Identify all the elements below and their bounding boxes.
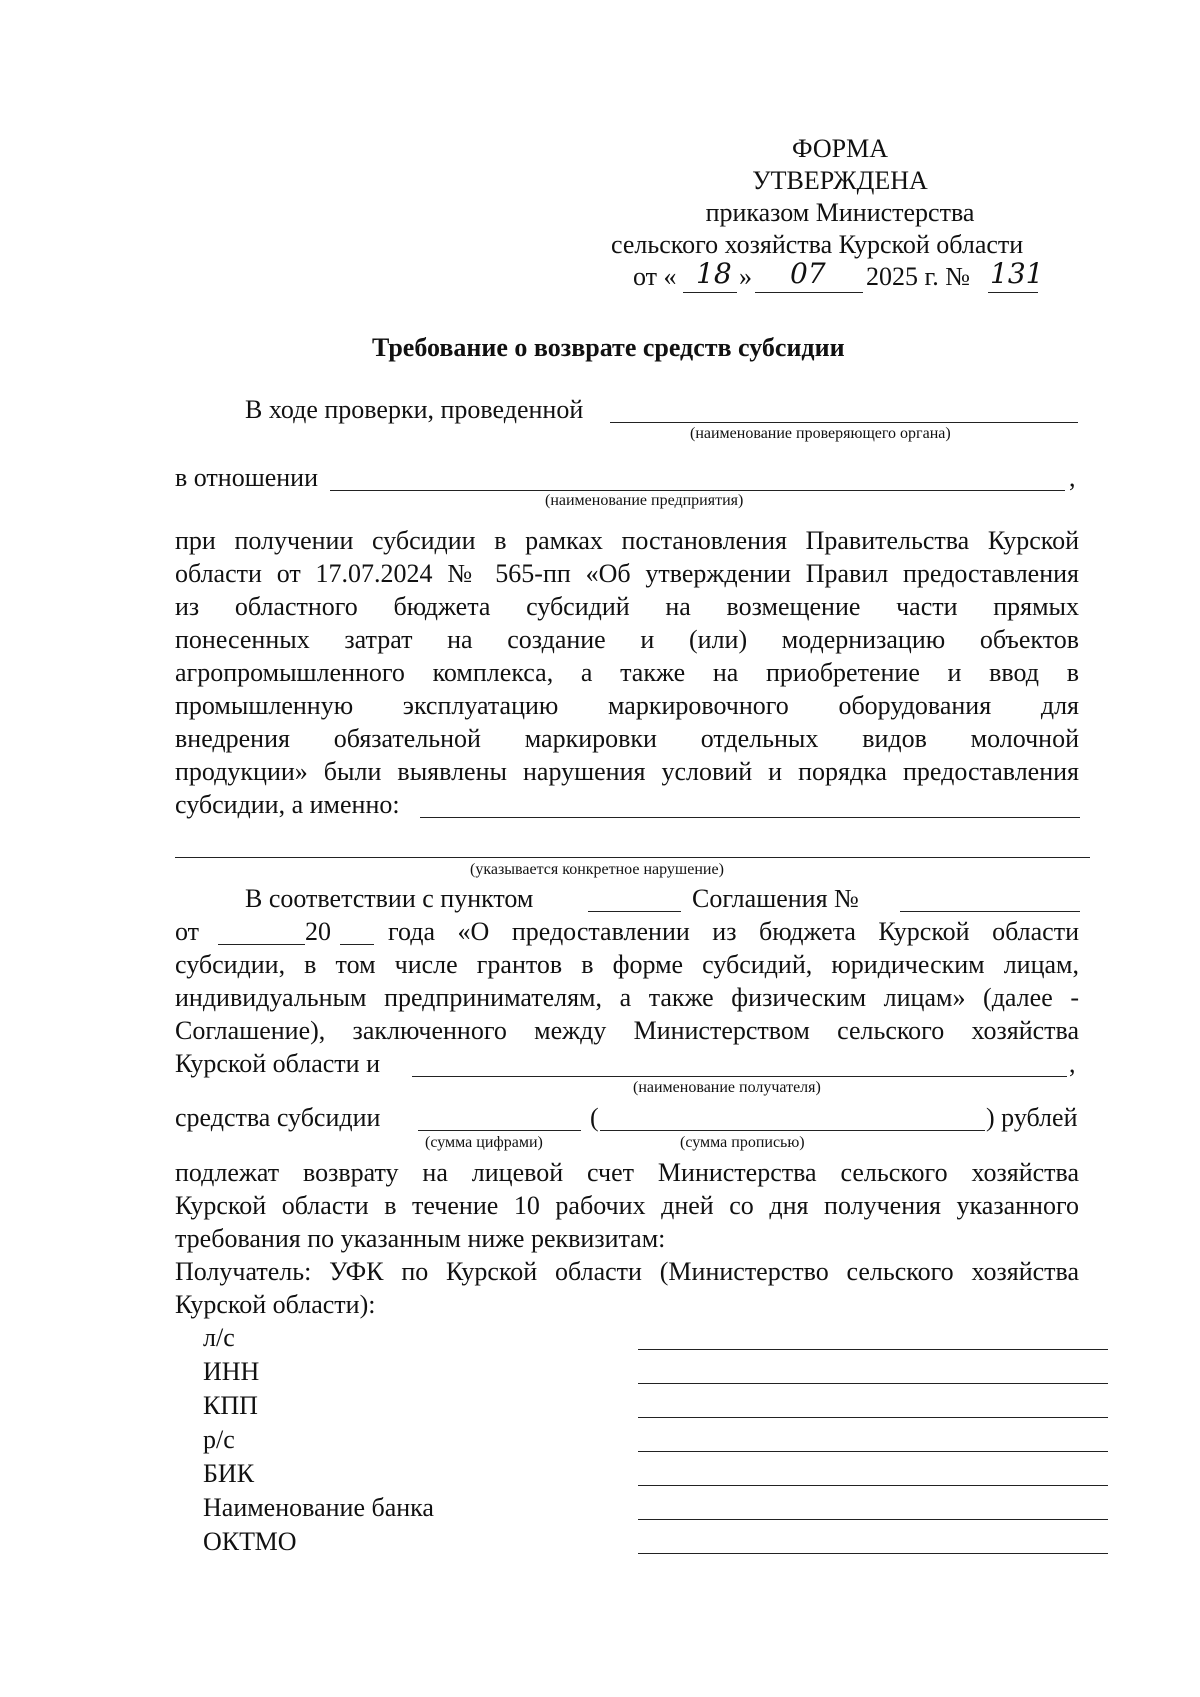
paragraph2-line: Курской области в течение 10 рабочих дней со дня получения указанного: [175, 1191, 1079, 1220]
requisite-label-inn: ИНН: [203, 1357, 260, 1386]
day-blank-line: [683, 292, 737, 293]
regarding-label: в отношении: [175, 463, 319, 492]
agreement-clause-label: В соответствии с пунктом: [245, 884, 534, 913]
funds-open-paren: (: [590, 1103, 599, 1132]
agreement-number-blank-line: [900, 911, 1080, 912]
requisite-label-kpp: КПП: [203, 1391, 258, 1420]
requisite-label-bik: БИК: [203, 1459, 255, 1488]
approval-ministry-label: сельского хозяйства Курской области: [611, 230, 1024, 259]
approval-year-text: 2025 г. №: [866, 262, 971, 291]
recipient-caption: (наименование получателя): [633, 1079, 821, 1096]
funds-close: ) рублей: [986, 1103, 1078, 1132]
requisite-label-ls: л/с: [203, 1323, 235, 1352]
inspection-blank-line: [610, 422, 1078, 423]
agreement-number-label: Соглашения №: [692, 884, 859, 913]
recipient-comma: ,: [1069, 1049, 1076, 1078]
requisite-blank-line: [638, 1451, 1108, 1452]
agreement-from-label: от: [175, 917, 200, 946]
approval-order-label: приказом Министерства: [705, 198, 975, 227]
agreement-line: Соглашение), заключенного между Министерством сельского хозяйства: [175, 1016, 1079, 1045]
requisite-blank-line: [638, 1519, 1108, 1520]
approval-date-prefix: от «: [633, 262, 677, 291]
paragraph2-line: подлежат возврату на лицевой счет Министерства сельского хозяйства: [175, 1158, 1079, 1187]
violation-blank-line-2: [175, 857, 1090, 858]
requisite-blank-line: [638, 1485, 1108, 1486]
paragraph1-line: понесенных затрат на создание и (или) модернизацию объектов: [175, 625, 1079, 654]
violation-label: субсидии, а именно:: [175, 790, 400, 819]
recipient-label: Курской области и: [175, 1049, 380, 1078]
violation-caption: (указывается конкретное нарушение): [470, 861, 724, 878]
requisite-label-oktmo: ОКТМО: [203, 1527, 297, 1556]
paragraph1-line: внедрения обязательной маркировки отдельных видов молочной: [175, 724, 1079, 753]
approval-date-mid: »: [739, 262, 752, 291]
recipient-blank-line: [412, 1076, 1067, 1077]
requisite-label-rs: р/с: [203, 1425, 235, 1454]
paragraph2-line: Курской области):: [175, 1290, 376, 1319]
paragraph1-line: промышленную эксплуатацию маркировочного оборудования для: [175, 691, 1079, 720]
regarding-comma: ,: [1069, 463, 1076, 492]
approval-number: 131: [990, 257, 1044, 290]
paragraph1-line: при получении субсидии в рамках постановления Правительства Курской: [175, 526, 1079, 555]
agreement-year-prefix: 20: [305, 917, 331, 946]
agreement-line: индивидуальным предпринимателям, а также физическим лицам» (далее -: [175, 983, 1079, 1012]
paragraph1-line: из областного бюджета субсидий на возмещение части прямых: [175, 592, 1079, 621]
approval-form-label: ФОРМА: [792, 134, 888, 163]
agreement-title-start: года «О предоставлении из бюджета Курской области: [388, 917, 1079, 946]
requisite-blank-line: [638, 1553, 1108, 1554]
amount-digits-blank-line: [418, 1130, 581, 1131]
approval-month: 07: [790, 257, 826, 290]
requisite-blank-line: [638, 1417, 1108, 1418]
regarding-caption: (наименование предприятия): [545, 492, 744, 509]
paragraph1-line: области от 17.07.2024 № 565-пп «Об утверждении Правил предоставления: [175, 559, 1079, 588]
agreement-date-blank-line: [218, 944, 305, 945]
paragraph1-line: агропромышленного комплекса, а также на приобретение и ввод в: [175, 658, 1079, 687]
agreement-year-blank-line: [340, 944, 374, 945]
document-title: Требование о возврате средств субсидии: [372, 333, 845, 362]
amount-words-caption: (сумма прописью): [680, 1134, 805, 1151]
paragraph1-line: продукции» были выявлены нарушения условий и порядка предоставления: [175, 757, 1079, 786]
requisite-blank-line: [638, 1349, 1108, 1350]
requisite-blank-line: [638, 1383, 1108, 1384]
inspection-caption: (наименование проверяющего органа): [690, 425, 951, 442]
inspection-label: В ходе проверки, проведенной: [245, 395, 584, 424]
clause-blank-line: [588, 911, 681, 912]
number-blank-line: [988, 292, 1038, 293]
approval-approved-label: УТВЕРЖДЕНА: [752, 166, 928, 195]
amount-digits-caption: (сумма цифрами): [425, 1134, 543, 1151]
requisite-label-bank: Наименование банка: [203, 1493, 434, 1522]
paragraph2-line: Получатель: УФК по Курской области (Министерство сельского хозяйства: [175, 1257, 1079, 1286]
paragraph2-line: требования по указанным ниже реквизитам:: [175, 1224, 666, 1253]
amount-words-blank-line: [600, 1130, 985, 1131]
violation-blank-line: [420, 817, 1080, 818]
month-blank-line: [755, 292, 863, 293]
approval-day: 18: [696, 257, 732, 290]
regarding-blank-line: [330, 490, 1065, 491]
agreement-line: субсидии, в том числе грантов в форме субсидий, юридическим лицам,: [175, 950, 1079, 979]
funds-label: средства субсидии: [175, 1103, 381, 1132]
